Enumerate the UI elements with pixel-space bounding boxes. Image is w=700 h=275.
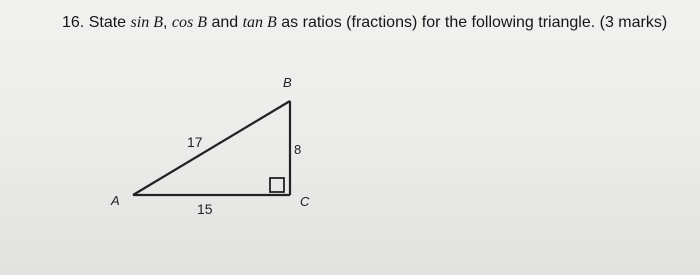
question-suffix: as ratios (fractions) for the following triangle. (3 marks) xyxy=(281,14,668,31)
question-prefix: State xyxy=(88,14,127,31)
vertex-a-label: A xyxy=(111,193,120,208)
vertex-c-label: C xyxy=(300,194,310,209)
horizontal-side-length-label: 15 xyxy=(197,201,213,217)
tan-b-term: tan B xyxy=(242,14,277,31)
question-comma: , xyxy=(162,14,168,31)
vertical-side-length-label: 8 xyxy=(294,142,302,157)
question-number: 16. xyxy=(62,14,85,31)
side-ab-hypotenuse xyxy=(133,101,290,195)
right-angle-marker xyxy=(270,178,284,192)
sin-b-term: sin B xyxy=(130,14,163,31)
vertex-b-label: B xyxy=(283,75,292,90)
hypotenuse-length-label: 17 xyxy=(187,134,203,150)
question-and: and xyxy=(211,14,239,31)
cos-b-term: cos B xyxy=(171,14,207,31)
